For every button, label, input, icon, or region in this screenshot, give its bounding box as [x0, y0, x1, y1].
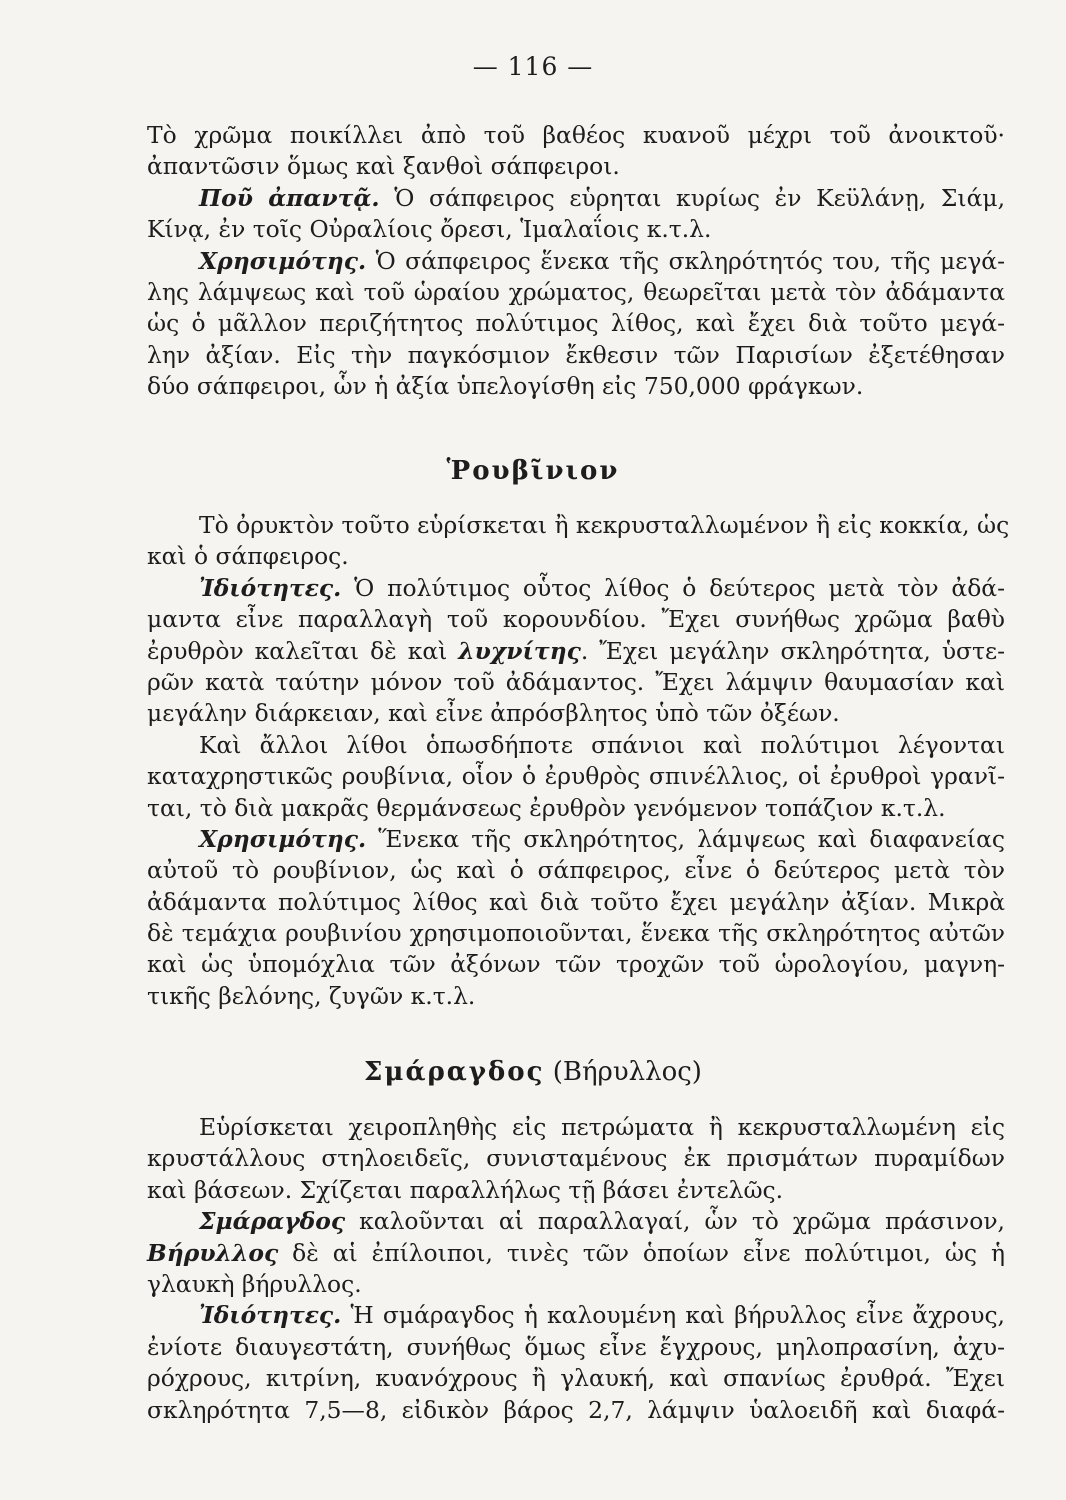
text-line: γλαυκὴ βήρυλλος. — [147, 1269, 362, 1298]
text-line: ἐνίοτε διαυγεστάτη, συνήθως ὅμως εἶνε ἔγχρους, μηλοπρασίνη, ἀχυ- — [147, 1332, 1005, 1361]
emerald-term: Σμάραγδος — [199, 1207, 346, 1236]
text-line: Καὶ ἄλλοι λίθοι ὁπωσδήποτε σπάνιοι καὶ πολύτιμοι λέγονται — [199, 730, 1005, 759]
text-line: δύο σάπφειροι, ὧν ἡ ἀξία ὑπελογίσθη εἰς 750,000 φράγκων. — [147, 372, 864, 401]
text-line: ἀδάμαντα πολύτιμος λίθος καὶ διὰ τοῦτο ἔχει μεγάλην ἀξίαν. Μικρὰ — [147, 887, 1005, 916]
text-line: κρυστάλλους στηλοειδεῖς, συνισταμένους ἐκ πρισμάτων πυραμίδων — [147, 1144, 1005, 1173]
text-line: ρῶν κατὰ ταύτην μόνον τοῦ ἀδάμαντος. Ἔχει λάμψιν θαυμασίαν καὶ — [147, 667, 1005, 696]
text-line: ὡς ὁ μᾶλλον περιζήτητος πολύτιμος λίθος, καὶ ἔχει διὰ τοῦτο μεγά- — [147, 309, 1005, 338]
text-line — [147, 636, 1005, 667]
emerald-title: Σμάραγδος — [364, 1057, 545, 1087]
text-line — [147, 824, 1005, 855]
text-line — [147, 246, 1005, 277]
utility-term: Χρησιμότης. — [199, 246, 367, 275]
text-line — [147, 1206, 1005, 1237]
text-line: Εὑρίσκεται χειροπληθὴς εἰς πετρώματα ἢ κεκρυσταλλωμένη εἰς — [199, 1113, 1005, 1141]
text-line: Κίνᾳ, ἐν τοῖς Οὐραλίοις ὄρεσι, Ἱμαλαΐοις κ.τ.λ. — [147, 215, 712, 244]
text-line: ται, τὸ διὰ μακρᾶς θερμάνσεως ἐρυθρὸν γενόμενον τοπάζιον κ.τ.λ. — [147, 793, 946, 822]
utility-term: Χρησιμότης. — [199, 824, 367, 853]
text-span: Ὁ πολύτιμος οὗτος λίθος ὁ δεύτερος μετὰ τὸν ἀδά- — [341, 573, 1005, 602]
text-line: καὶ ὁ σάπφειρος. — [147, 542, 349, 571]
text-line: ἀπαντῶσιν ὅμως καὶ ξανθοὶ σάπφειροι. — [147, 152, 620, 181]
text-line: μαντα εἶνε παραλλαγὴ τοῦ κορουνδίου. Ἔχει συνήθως χρῶμα βαθὺ — [147, 605, 1005, 634]
ruby-heading: Ῥουβῖνιον — [446, 456, 620, 486]
ruby-section — [147, 510, 1010, 1012]
text-line: ρόχρους, κιτρίνη, κυανόχρους ἢ γλαυκή, καὶ σπανίως ἐρυθρά. Ἔχει — [147, 1364, 1005, 1393]
text-line: καταχρηστικῶς ρουβίνια, οἷον ὁ ἐρυθρὸς σπινέλλιος, οἱ ἐρυθροὶ γρανῖ- — [147, 762, 1005, 791]
emerald-subtitle: (Βήρυλλος) — [544, 1057, 702, 1087]
sapphire-section — [147, 120, 1005, 403]
text-span: καλοῦνται αἱ παραλλαγαί, ὧν τὸ χρῶμα πράσινον, — [345, 1207, 1005, 1236]
text-span: . Ἔχει μεγάλην σκληρότητα, ὑστε- — [580, 636, 1005, 665]
properties-term: Ἰδιότητες. — [199, 1301, 342, 1330]
text-line — [147, 573, 1005, 604]
text-span: Ὁ σάπφειρος εὑρηται κυρίως ἐν Κεϋλάνῃ, Σιάμ, — [379, 183, 1006, 212]
text-line — [147, 1238, 1005, 1269]
text-span: Ἡ σμάραγδος ἡ καλουμένη καὶ βήρυλλος εἶνε ἄχρους, — [341, 1301, 1005, 1330]
text-span: δὲ αἱ ἐπίλοιποι, τινὲς τῶν ὁποίων εἶνε πολύτιμοι, ὡς ἡ — [278, 1238, 1005, 1267]
emerald-heading — [0, 1057, 1066, 1087]
text-line — [147, 1300, 1005, 1331]
text-line: τικῆς βελόνης, ζυγῶν κ.τ.λ. — [147, 981, 476, 1010]
where-found-term: Ποῦ ἀπαντᾷ. — [199, 183, 380, 212]
text-span: Ἕνεκα τῆς σκληρότητος, λάμψεως καὶ διαφανείας — [366, 824, 1005, 853]
emerald-section — [147, 1112, 1005, 1426]
text-line — [147, 183, 1005, 214]
text-line: καὶ βάσεων. Σχίζεται παραλλήλως τῇ βάσει ἐντελῶς. — [147, 1175, 784, 1204]
text-line: δὲ τεμάχια ρουβινίου χρησιμοποιοῦνται, ἕνεκα τῆς σκληρότητος αὐτῶν — [147, 919, 1005, 948]
text-line: λης λάμψεως καὶ τοῦ ὡραίου χρώματος, θεωρεῖται μετὰ τὸν ἀδάμαντα — [147, 277, 1005, 306]
page-number: — 116 — — [472, 52, 594, 81]
lychnite-term: λυχνίτης — [458, 636, 581, 665]
text-line: λην ἀξίαν. Εἰς τὴν παγκόσμιον ἔκθεσιν τῶν Παρισίων ἐξετέθησαν — [147, 340, 1005, 369]
beryl-term: Βήρυλλος — [147, 1238, 279, 1267]
text-line: αὐτοῦ τὸ ρουβίνιον, ὡς καὶ ὁ σάπφειρος, εἶνε ὁ δεύτερος μετὰ τὸν — [147, 856, 1005, 885]
text-span: Ὁ σάπφειρος ἕνεκα τῆς σκληρότητός του, τῆς μεγά- — [366, 246, 1005, 275]
text-line: μεγάλην διάρκειαν, καὶ εἶνε ἀπρόσβλητος ὑπὸ τῶν ὀξέων. — [147, 699, 840, 728]
text-line: Τὸ χρῶμα ποικίλλει ἀπὸ τοῦ βαθέος κυανοῦ μέχρι τοῦ ἀνοικτοῦ· — [147, 121, 1005, 149]
text-line: σκληρότητα 7,5—8, εἰδικὸν βάρος 2,7, λάμψιν ὑαλοειδῆ καὶ διαφά- — [147, 1395, 1005, 1424]
properties-term: Ἰδιότητες. — [199, 573, 342, 602]
text-span: ἐρυθρὸν καλεῖται δὲ καὶ — [147, 636, 459, 665]
text-line: Τὸ ὀρυκτὸν τοῦτο εὑρίσκεται ἢ κεκρυσταλλωμένον ἢ εἰς κοκκία, ὡς — [199, 511, 1010, 539]
text-line: καὶ ὡς ὑπομόχλια τῶν ἀξόνων τῶν τροχῶν τοῦ ὡρολογίου, μαγνη- — [147, 950, 1005, 979]
